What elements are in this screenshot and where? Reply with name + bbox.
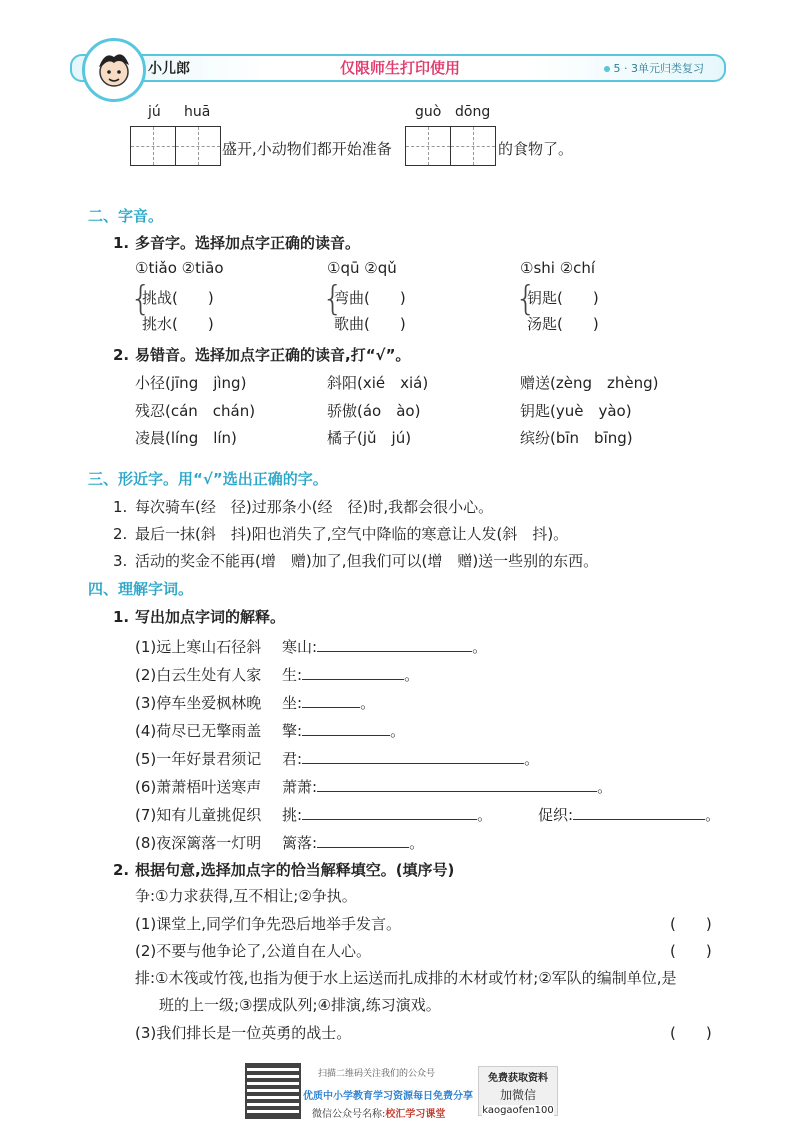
- question: 2. 易错音。选择加点字正确的读音,打“√”。: [113, 346, 411, 364]
- brace-icon: {: [515, 279, 537, 319]
- brace-icon: {: [130, 279, 152, 319]
- footer-scan-text: 扫描二维码关注我们的公众号: [318, 1069, 436, 1079]
- poem-line: (3)停车坐爱枫林晚: [135, 694, 262, 712]
- word-item[interactable]: 汤匙( ): [527, 315, 599, 333]
- wechat-box-title: 免费获取资料: [488, 1073, 548, 1084]
- sentence-item: (3)我们排长是一位英勇的战士。: [135, 1024, 352, 1042]
- definition: 班的上一级;③摆成队列;④排演,练习演戏。: [159, 996, 441, 1014]
- answer-line[interactable]: 挑: 。: [282, 806, 493, 824]
- word-item[interactable]: 歌曲( ): [334, 315, 406, 333]
- definition: 排:①木筏或竹筏,也指为便于水上运送而扎成排的木材或竹材;②军队的编制单位,是: [135, 969, 677, 987]
- poem-line: (5)一年好景君须记: [135, 750, 262, 768]
- writing-grid[interactable]: [130, 126, 221, 166]
- pronunciation-options: ①qū ②qǔ: [327, 259, 397, 277]
- pinyin-choice[interactable]: 小径(jīng jìng): [135, 374, 247, 392]
- word-item[interactable]: 挑战( ): [142, 289, 214, 307]
- footer-account: 微信公众号名称:校汇学习课堂: [312, 1109, 446, 1120]
- question: 2. 根据句意,选择加点字的恰当解释填空。(填序号): [113, 861, 455, 879]
- sentence-item: (2)不要与他争论了,公道自在人心。: [135, 942, 372, 960]
- brace-icon: {: [322, 279, 344, 319]
- qr-code-icon[interactable]: [245, 1063, 301, 1119]
- answer-line[interactable]: 生: 。: [282, 666, 420, 684]
- answer-paren[interactable]: ( ): [670, 942, 712, 960]
- boy-logo-icon: [82, 38, 146, 102]
- section-title: 二、字音。: [88, 207, 164, 225]
- wechat-box-label: 加微信: [499, 1088, 536, 1102]
- question-item[interactable]: 2. 最后一抹(斜 抖)阳也消失了,空气中降临的寒意让人发(斜 抖)。: [113, 525, 569, 543]
- answer-line[interactable]: 坐: 。: [282, 694, 376, 712]
- pinyin-choice[interactable]: 骄傲(áo ào): [327, 402, 421, 420]
- answer-line[interactable]: 萧萧: 。: [282, 778, 613, 796]
- unit-text: 5 · 3单元归类复习: [613, 62, 704, 75]
- answer-line[interactable]: 擎: 。: [282, 722, 406, 740]
- answer-paren[interactable]: ( ): [670, 1024, 712, 1042]
- brand-name: 小儿郎: [148, 61, 190, 77]
- sentence-part: 盛开,小动物们都开始准备: [222, 140, 392, 158]
- writing-grid[interactable]: [405, 126, 496, 166]
- pinyin: huā: [184, 104, 211, 120]
- answer-paren[interactable]: ( ): [670, 915, 712, 933]
- poem-line: (4)荷尽已无擎雨盖: [135, 722, 262, 740]
- question-item[interactable]: 1. 每次骑车(经 径)过那条小(经 径)时,我都会很小心。: [113, 498, 494, 516]
- unit-label: [604, 60, 705, 76]
- pinyin-choice[interactable]: 缤纷(bīn bīng): [520, 429, 633, 447]
- question-item[interactable]: 3. 活动的奖金不能再(增 赠)加了,但我们可以(增 赠)送一些别的东西。: [113, 552, 599, 570]
- word-item[interactable]: 钥匙( ): [527, 289, 599, 307]
- sentence-item: (1)课堂上,同学们争先恐后地举手发言。: [135, 915, 402, 933]
- answer-line[interactable]: 促织: 。: [538, 806, 721, 824]
- poem-line: (1)远上寒山石径斜: [135, 638, 262, 656]
- pronunciation-options: ①tiǎo ②tiāo: [135, 259, 224, 277]
- answer-line[interactable]: 寒山: 。: [282, 638, 488, 656]
- pinyin-choice[interactable]: 斜阳(xié xiá): [327, 374, 429, 392]
- poem-line: (2)白云生处有人家: [135, 666, 262, 684]
- poem-line: (7)知有儿童挑促织: [135, 806, 262, 824]
- pinyin-choice[interactable]: 凌晨(líng lín): [135, 429, 237, 447]
- definition: 争:①力求获得,互不相让;②争执。: [135, 887, 357, 905]
- pinyin-choice[interactable]: 橘子(jǔ jú): [327, 429, 412, 447]
- footer-promo-text: 优质中小学教育学习资源每日免费分享: [303, 1091, 473, 1102]
- word-item[interactable]: 挑水( ): [142, 315, 214, 333]
- pinyin: guò: [415, 104, 442, 120]
- pinyin-choice[interactable]: 残忍(cán chán): [135, 402, 256, 420]
- question: 1. 写出加点字词的解释。: [113, 608, 286, 626]
- poem-line: (6)萧萧梧叶送寒声: [135, 778, 262, 796]
- pinyin: jú: [148, 104, 161, 120]
- bullet-icon: [604, 66, 610, 72]
- wechat-box[interactable]: [478, 1066, 558, 1116]
- question: 1. 多音字。选择加点字正确的读音。: [113, 234, 361, 252]
- pronunciation-options: ①shi ②chí: [520, 259, 596, 277]
- pinyin: dōng: [455, 104, 491, 120]
- answer-line[interactable]: 篱落: 。: [282, 834, 425, 852]
- print-banner: 仅限师生打印使用: [340, 59, 461, 77]
- section-title: 三、形近字。用“√”选出正确的字。: [88, 470, 328, 488]
- pinyin-choice[interactable]: 赠送(zèng zhèng): [520, 374, 659, 392]
- section-title: 四、理解字词。: [88, 580, 194, 598]
- pinyin-choice[interactable]: 钥匙(yuè yào): [520, 402, 632, 420]
- answer-line[interactable]: 君: 。: [282, 750, 540, 768]
- sentence-part: 的食物了。: [498, 140, 574, 158]
- poem-line: (8)夜深篱落一灯明: [135, 834, 262, 852]
- wechat-id: kaogaofen100: [482, 1105, 554, 1116]
- word-item[interactable]: 弯曲( ): [334, 289, 406, 307]
